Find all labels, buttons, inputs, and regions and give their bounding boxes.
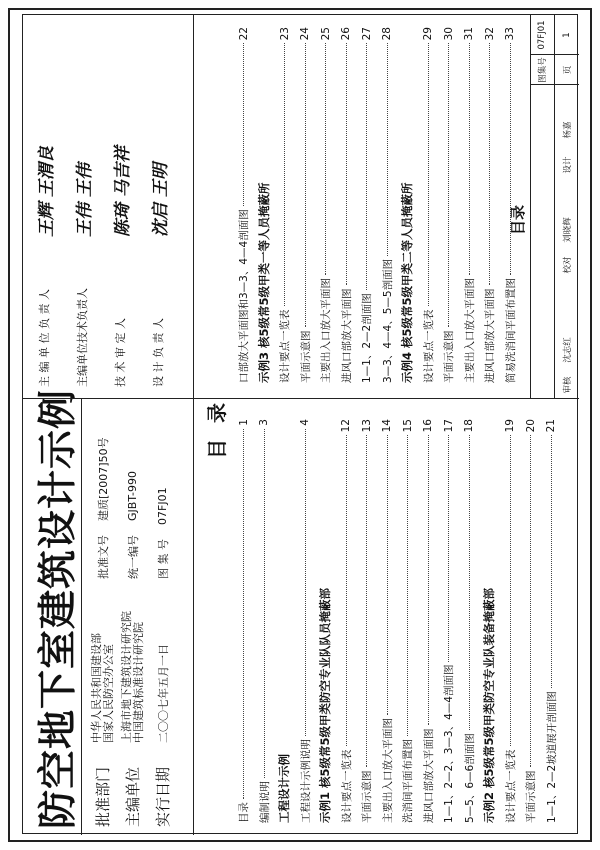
toc-section-heading: 示例4 核5级常5级甲类二等人员掩蔽所 (400, 182, 414, 383)
toc-page-number: 30 (442, 27, 455, 41)
toc-entry-text: 设计要点一览表 (422, 309, 435, 383)
toc-entry-text: 设计要点一览表 (279, 309, 291, 383)
toc-entry[interactable] (420, 27, 437, 383)
toc-entry-text: 3—3、4—4、5—5剖面图 (381, 258, 394, 383)
toc-leader-dots (469, 435, 470, 730)
info-value: 中华人民共和国建设部 国家人民防空办公室 (89, 633, 115, 743)
toc-entry[interactable] (297, 27, 314, 383)
toc-entry[interactable] (440, 27, 457, 383)
signature-image: 王辉 王渭良 (36, 146, 57, 237)
signature-row (67, 163, 97, 387)
toc-leader-dots (305, 43, 306, 327)
toc-page-number: 1 (237, 419, 250, 426)
toc-page-number: 23 (278, 27, 291, 41)
toc-entry-text: 平面示意图 (361, 770, 373, 823)
toc-entry-text: 进风口部放大平面图 (484, 288, 496, 383)
toc-page-number: 28 (381, 27, 393, 41)
toc-leader-dots (264, 429, 265, 778)
toc-entry[interactable] (399, 419, 416, 823)
toc-leader-dots (346, 435, 347, 746)
toc-leader-dots (469, 43, 470, 275)
signature-row (143, 163, 173, 387)
review-label: 审核 (562, 376, 573, 394)
toc-leader-dots (243, 429, 244, 799)
signature-role: 技 术 审 定 人 (114, 318, 127, 387)
toc-page-number: 14 (381, 419, 393, 433)
toc-entry-text: 简易洗消间平面布置图 (504, 278, 517, 383)
toc-entry-text: 5—5、6—6剖面图 (463, 733, 476, 823)
toc-entry-text: 1—1、2—2坡道展开剖面图 (545, 691, 558, 823)
toc-entry[interactable] (276, 27, 293, 383)
toc-leader-dots (510, 43, 511, 275)
toc-page-number: 21 (545, 419, 557, 433)
toc-entry-text: 目录 (238, 802, 250, 823)
toc-leader-dots (551, 435, 552, 688)
check-label: 校对 (562, 256, 573, 274)
toc-entry-text: 平面示意图 (443, 330, 455, 383)
signature-image: 陈琦 马吉祥 (112, 146, 133, 237)
toc-entry-text: 主要出入口放大平面图 (381, 718, 394, 823)
titleblock-name: 目录 (509, 204, 527, 235)
toc-leader-dots (448, 435, 449, 661)
signature-row (29, 146, 59, 387)
titleblock-left (193, 398, 579, 399)
toc-section-heading: 示例1 核5级常5级甲类防空专业队队员掩蔽部 (318, 587, 332, 823)
toc-entry-text: 主要出入口放大平面图 (320, 278, 332, 383)
toc-page-number: 3 (258, 419, 270, 426)
toc-page-number: 17 (442, 419, 455, 433)
toc-entry-text: 设计要点一览表 (340, 749, 353, 823)
toc-page-number: 13 (360, 419, 373, 433)
toc-heading-left: 目 (205, 439, 229, 459)
toc-entry[interactable] (379, 419, 396, 823)
toc-page-number: 31 (463, 27, 475, 41)
atlas-title: 防空地下室建筑设计示例 (36, 388, 81, 829)
toc-leader-dots (284, 43, 285, 306)
toc-page-number: 19 (504, 419, 516, 433)
doc-value: GJBT-990 (126, 471, 139, 521)
signature-image: 沈启 王明 (150, 163, 171, 237)
toc-entry[interactable] (543, 419, 560, 823)
info-row-approval (89, 437, 116, 827)
toc-entry[interactable] (256, 419, 273, 823)
info-value: 上海市地下建筑设计研究院 中国建筑标准设计研究院 (119, 611, 145, 743)
toc-leader-dots (510, 435, 511, 746)
toc-page-number: 15 (401, 419, 414, 433)
toc-entry[interactable] (235, 419, 252, 823)
doc-value: 07FJ01 (156, 487, 169, 525)
toc-page-number: 22 (237, 27, 250, 41)
toc-leader-dots (366, 43, 367, 290)
drawing-frame (22, 14, 578, 834)
signature-role: 设 计 负 责 人 (152, 318, 165, 387)
toc-page-number: 33 (504, 27, 516, 41)
toc-page-number: 16 (422, 419, 434, 433)
toc-entry[interactable] (358, 27, 375, 383)
toc-leader-dots (448, 43, 449, 327)
toc-entry[interactable] (338, 27, 355, 383)
info-row-date (149, 487, 176, 827)
toc-entry-text: 设计要点一览表 (504, 749, 517, 823)
toc-entry[interactable] (317, 27, 334, 383)
toc-page-number: 25 (319, 27, 332, 41)
toc-leader-dots (346, 43, 347, 285)
rotated-sheet (23, 15, 579, 835)
atlas-value: 07FJ01 (537, 20, 547, 50)
toc-entry[interactable] (522, 419, 539, 823)
info-value: 二〇〇七年五月一日 (156, 644, 170, 743)
toc-entry[interactable] (358, 419, 375, 823)
toc-heading-right: 录 (205, 403, 229, 423)
toc-entry-text: 口部放大平面图和3—3、4—4剖面图 (238, 209, 250, 383)
toc-page-number: 27 (360, 27, 373, 41)
page-value: 1 (561, 32, 572, 38)
toc-section-heading: 示例2 核5级常5级甲类防空专业队装备掩蔽部 (482, 587, 496, 823)
doc-label: 批准文号 (96, 535, 110, 579)
toc-page-number: 20 (524, 419, 537, 433)
toc-entry-text: 1—1、2—2、3—3、4—4剖面图 (443, 664, 455, 823)
toc-entry-text: 主要出入口放大平面图 (463, 278, 476, 383)
toc-leader-dots (243, 43, 244, 206)
toc-page-number: 12 (340, 419, 352, 433)
title-divider (81, 399, 82, 835)
toc-entry[interactable] (440, 419, 457, 823)
toc-page-number: 29 (422, 27, 434, 41)
toc-entry-text: 编制说明 (258, 781, 271, 823)
toc-entry-text: 工程设计示例说明 (299, 739, 312, 823)
doc-label: 统一编号 (126, 535, 140, 579)
toc-page-number: 4 (299, 419, 311, 426)
toc-entry-text: 洗消间平面布置图 (402, 739, 414, 823)
info-label: 实行日期 (154, 766, 172, 827)
page-label: 页 (562, 65, 573, 75)
toc-leader-dots (489, 43, 490, 285)
toc-leader-dots (428, 43, 429, 306)
toc-section-heading: 示例3 核5级常5级甲类一等人员掩蔽所 (256, 182, 271, 383)
toc-leader-dots (428, 435, 429, 725)
header-hdivider (193, 15, 194, 835)
toc-page-number: 26 (340, 27, 352, 41)
toc-entry[interactable] (338, 419, 355, 823)
signature-role: 主 编 单 位 负 责 人 (38, 289, 51, 387)
toc-entry-text: 1—1、2—2剖面图 (361, 293, 373, 383)
toc-entry[interactable] (420, 419, 437, 823)
reviewer-name: 沈志红 (562, 337, 573, 363)
toc-leader-dots (530, 435, 531, 767)
toc-entry[interactable] (461, 419, 478, 823)
info-label: 批准部门 (94, 766, 112, 827)
toc-section-heading: 工程设计示例 (277, 754, 291, 823)
signature-role: 主编单位技术负责人 (76, 288, 89, 387)
toc-entry[interactable] (461, 27, 478, 383)
toc-leader-dots (305, 429, 306, 736)
toc-entry-text: 进风口部放大平面图 (340, 288, 353, 383)
toc-entry-text: 平面示意图 (299, 330, 312, 383)
toc-page-number: 18 (463, 419, 475, 433)
checker-name: 刘晓辉 (562, 217, 573, 243)
designer-name: 杨嘉 (562, 121, 573, 139)
doc-label: 图 集 号 (156, 539, 170, 579)
toc-entry[interactable] (481, 27, 498, 383)
signature-row (105, 146, 135, 387)
design-label: 设计 (562, 156, 573, 174)
toc-entry[interactable] (235, 27, 252, 383)
toc-leader-dots (325, 43, 326, 275)
toc-leader-dots (387, 435, 388, 715)
atlas-label: 图集号 (538, 57, 548, 83)
toc-entry[interactable] (297, 419, 314, 823)
toc-page-number: 24 (299, 27, 311, 41)
header-vdivider (23, 398, 193, 399)
toc-entry[interactable] (379, 27, 396, 383)
toc-leader-dots (407, 435, 408, 736)
toc-page-number: 32 (483, 27, 496, 41)
toc-leader-dots (366, 435, 367, 767)
info-label: 主编单位 (124, 766, 142, 827)
signature-image: 王伟 王伟 (74, 163, 95, 237)
toc-entry[interactable] (502, 419, 519, 823)
info-row-editor (119, 471, 146, 827)
toc-leader-dots (387, 43, 388, 256)
doc-value: 建质[2007]50号 (96, 437, 110, 521)
toc-entry-text: 平面示意图 (525, 770, 537, 823)
toc-entry-text: 进风口部放大平面图 (422, 728, 435, 823)
